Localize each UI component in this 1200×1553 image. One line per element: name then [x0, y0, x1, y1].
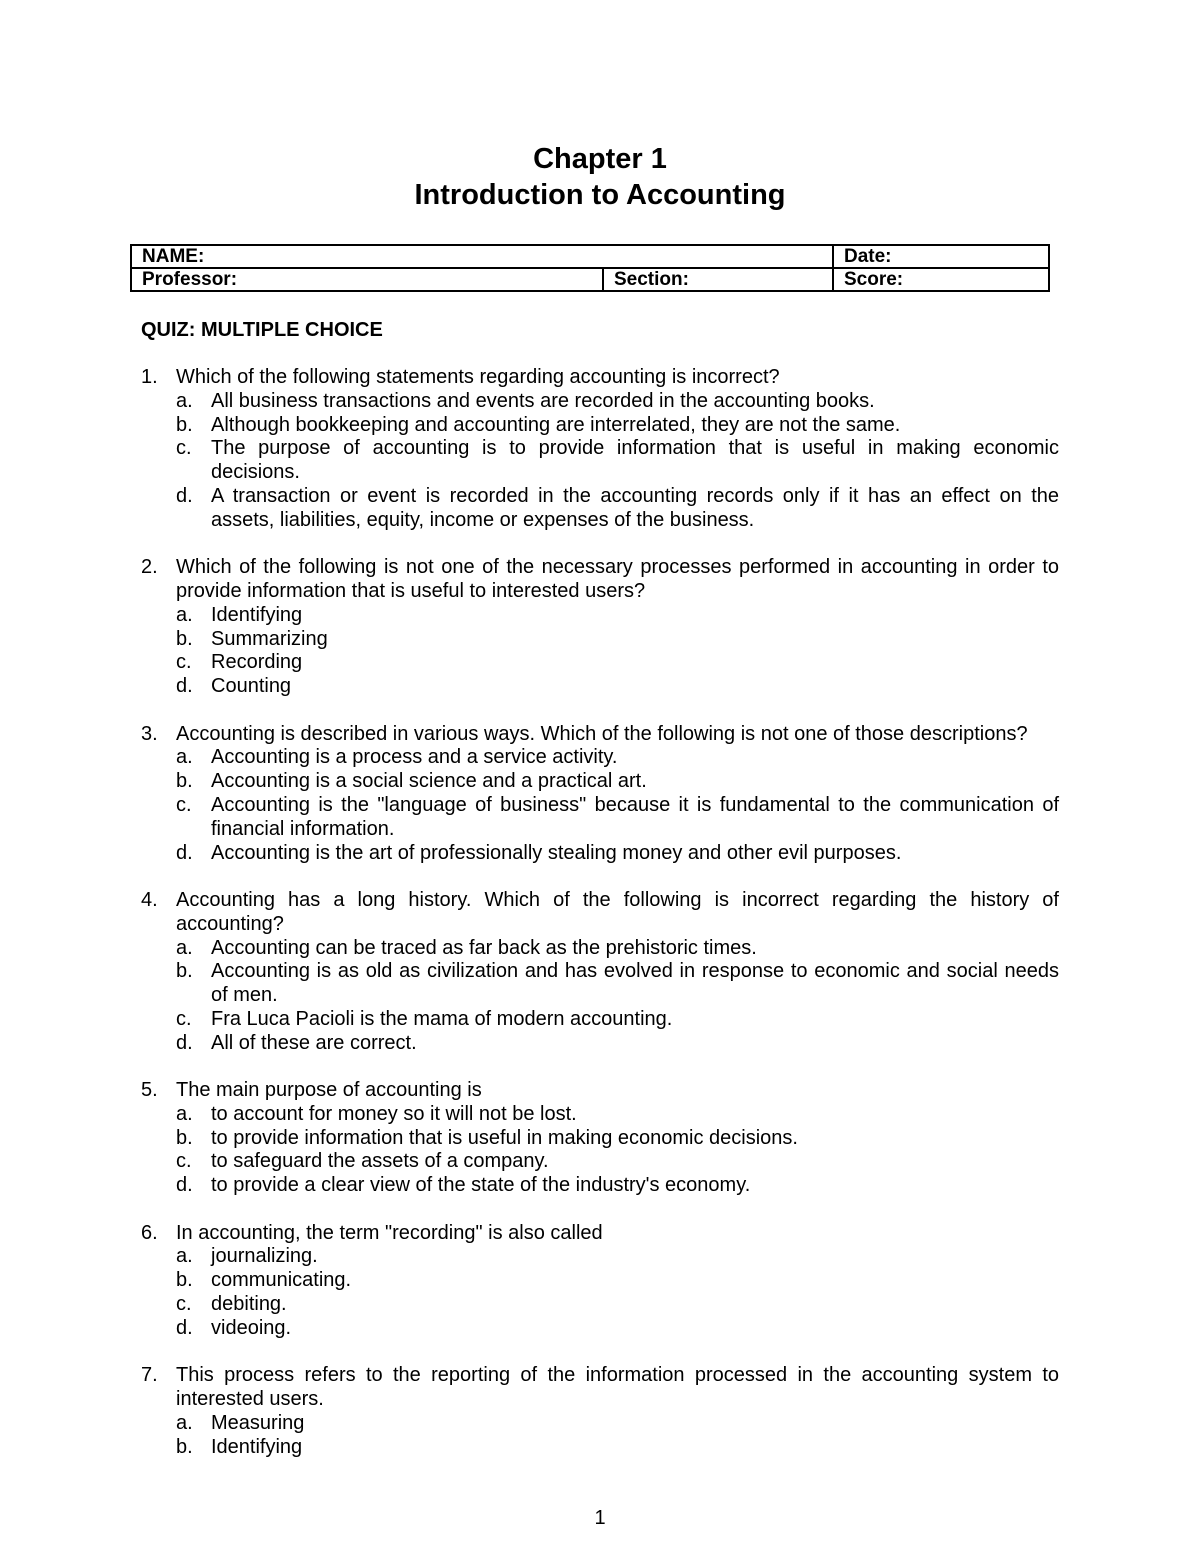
- option-c: [176, 651, 1059, 675]
- option-a: [176, 1412, 1059, 1436]
- question-number: 1.: [141, 366, 158, 388]
- option-letter: a.: [176, 936, 193, 959]
- option-text: Accounting is a process and a service activity.: [211, 746, 618, 769]
- option-letter: c.: [176, 437, 192, 460]
- option-text: debiting.: [211, 1293, 287, 1316]
- option-letter: d.: [176, 675, 193, 698]
- question-number: 2.: [141, 556, 158, 579]
- option-letter: b.: [176, 627, 193, 650]
- info-row-professor: [131, 268, 1049, 291]
- question-6: [141, 1222, 1059, 1341]
- option-letter: a.: [176, 389, 193, 412]
- option-text: to provide information that is useful in making economic decisions.: [211, 1126, 798, 1149]
- option-text: Counting: [211, 675, 292, 698]
- document-title: [0, 141, 1200, 213]
- option-text: Accounting is a social science and a practical art.: [211, 770, 647, 793]
- question-number: 3.: [141, 722, 158, 745]
- date-field[interactable]: Date:: [833, 245, 1049, 268]
- option-a: [176, 604, 1059, 628]
- option-text: Summarizing: [211, 627, 328, 650]
- option-a: [176, 1103, 1059, 1127]
- option-text: Measuring: [211, 1411, 305, 1434]
- option-text: Identifying: [211, 603, 303, 626]
- page-number: 1: [594, 1507, 606, 1529]
- option-b: [176, 414, 1059, 438]
- option-text: videoing.: [211, 1316, 292, 1339]
- option-letter: b.: [176, 1269, 193, 1292]
- option-letter: b.: [176, 1126, 193, 1149]
- name-field[interactable]: NAME:: [131, 245, 833, 268]
- option-letter: a.: [176, 1411, 193, 1434]
- option-text: Accounting can be traced as far back as the prehistoric times.: [211, 936, 757, 959]
- option-b: [176, 628, 1059, 652]
- option-text: to provide a clear view of the state of the industry's economy.: [211, 1174, 751, 1197]
- option-text: Accounting is the art of professionally stealing money and other evil purposes.: [211, 841, 902, 864]
- question-text: This process refers to the reporting of the information processed in the accounting system to interested users.: [176, 1364, 1059, 1411]
- professor-field[interactable]: Professor:: [131, 268, 603, 291]
- option-c: [176, 1150, 1059, 1174]
- option-letter: c.: [176, 1150, 192, 1173]
- option-letter: a.: [176, 1245, 193, 1268]
- info-row-name: [131, 245, 1049, 268]
- student-info-table: [130, 244, 1050, 292]
- option-text: A transaction or event is recorded in the accounting records only if it has an effect on the assets, liabilities, equity, income or expenses of the business.: [211, 484, 1059, 531]
- option-letter: d.: [176, 1316, 193, 1339]
- option-letter: b.: [176, 413, 193, 436]
- question-number: 7.: [141, 1364, 158, 1387]
- question-5: [141, 1079, 1059, 1198]
- chapter-heading: Chapter 1: [533, 143, 667, 175]
- option-text: All business transactions and events are recorded in the accounting books.: [211, 389, 875, 412]
- option-c: [176, 794, 1059, 842]
- question-7: [141, 1364, 1059, 1459]
- question-1: [141, 366, 1059, 533]
- option-text: Accounting is the "language of business" because it is fundamental to the communication of financial information.: [211, 793, 1059, 840]
- option-text: Although bookkeeping and accounting are interrelated, they are not the same.: [211, 413, 901, 436]
- option-letter: b.: [176, 770, 193, 793]
- option-d: [176, 1032, 1059, 1056]
- option-letter: b.: [176, 960, 193, 983]
- option-text: All of these are correct.: [211, 1031, 417, 1054]
- option-text: journalizing.: [211, 1245, 318, 1268]
- option-letter: c.: [176, 651, 192, 674]
- question-4: [141, 889, 1059, 1056]
- score-field[interactable]: Score:: [833, 268, 1049, 291]
- option-text: to account for money so it will not be lost.: [211, 1102, 577, 1125]
- option-text: The purpose of accounting is to provide information that is useful in making economic decisions.: [211, 437, 1059, 484]
- option-text: communicating.: [211, 1269, 352, 1292]
- question-text: Which of the following statements regarding accounting is incorrect?: [176, 366, 780, 388]
- question-text: Which of the following is not one of the necessary processes performed in accounting in order to provide information that is useful to interested users?: [176, 556, 1059, 602]
- question-number: 5.: [141, 1079, 158, 1102]
- option-letter: a.: [176, 1102, 193, 1125]
- option-b: [176, 1436, 1059, 1460]
- question-2: [141, 556, 1059, 699]
- option-letter: c.: [176, 1293, 192, 1316]
- option-d: [176, 842, 1059, 866]
- option-b: [176, 960, 1059, 1008]
- option-letter: d.: [176, 1031, 193, 1054]
- option-text: Accounting is as old as civilization and has evolved in response to economic and social needs of men.: [211, 960, 1059, 1007]
- option-d: [176, 675, 1059, 699]
- question-list: [141, 366, 1059, 1483]
- option-letter: d.: [176, 484, 193, 507]
- option-d: [176, 1174, 1059, 1198]
- question-text: Accounting has a long history. Which of the following is incorrect regarding the history of accounting?: [176, 888, 1059, 935]
- option-text: Fra Luca Pacioli is the mama of modern accounting.: [211, 1007, 673, 1030]
- option-letter: c.: [176, 793, 192, 816]
- question-number: 4.: [141, 888, 158, 911]
- option-d: [176, 1317, 1059, 1341]
- option-c: [176, 1293, 1059, 1317]
- option-c: [176, 437, 1059, 485]
- option-b: [176, 1269, 1059, 1293]
- option-letter: d.: [176, 1174, 193, 1197]
- option-a: [176, 937, 1059, 961]
- question-number: 6.: [141, 1221, 158, 1244]
- option-a: [176, 746, 1059, 770]
- option-text: Recording: [211, 651, 303, 674]
- option-letter: a.: [176, 603, 193, 626]
- option-letter: b.: [176, 1435, 193, 1458]
- question-text: In accounting, the term "recording" is also called: [176, 1221, 603, 1244]
- option-text: to safeguard the assets of a company.: [211, 1150, 549, 1173]
- option-letter: a.: [176, 746, 193, 769]
- option-a: [176, 390, 1059, 414]
- option-d: [176, 485, 1059, 533]
- question-3: [141, 723, 1059, 866]
- option-b: [176, 1127, 1059, 1151]
- quiz-heading: QUIZ: MULTIPLE CHOICE: [141, 319, 383, 341]
- option-letter: c.: [176, 1007, 192, 1030]
- option-a: [176, 1245, 1059, 1269]
- option-text: Identifying: [211, 1435, 303, 1458]
- question-text: Accounting is described in various ways. Which of the following is not one of those descriptions?: [176, 722, 1028, 745]
- option-letter: d.: [176, 841, 193, 864]
- section-field[interactable]: Section:: [603, 268, 833, 291]
- chapter-title: Introduction to Accounting: [414, 179, 786, 211]
- option-c: [176, 1008, 1059, 1032]
- option-b: [176, 770, 1059, 794]
- question-text: The main purpose of accounting is: [176, 1079, 482, 1102]
